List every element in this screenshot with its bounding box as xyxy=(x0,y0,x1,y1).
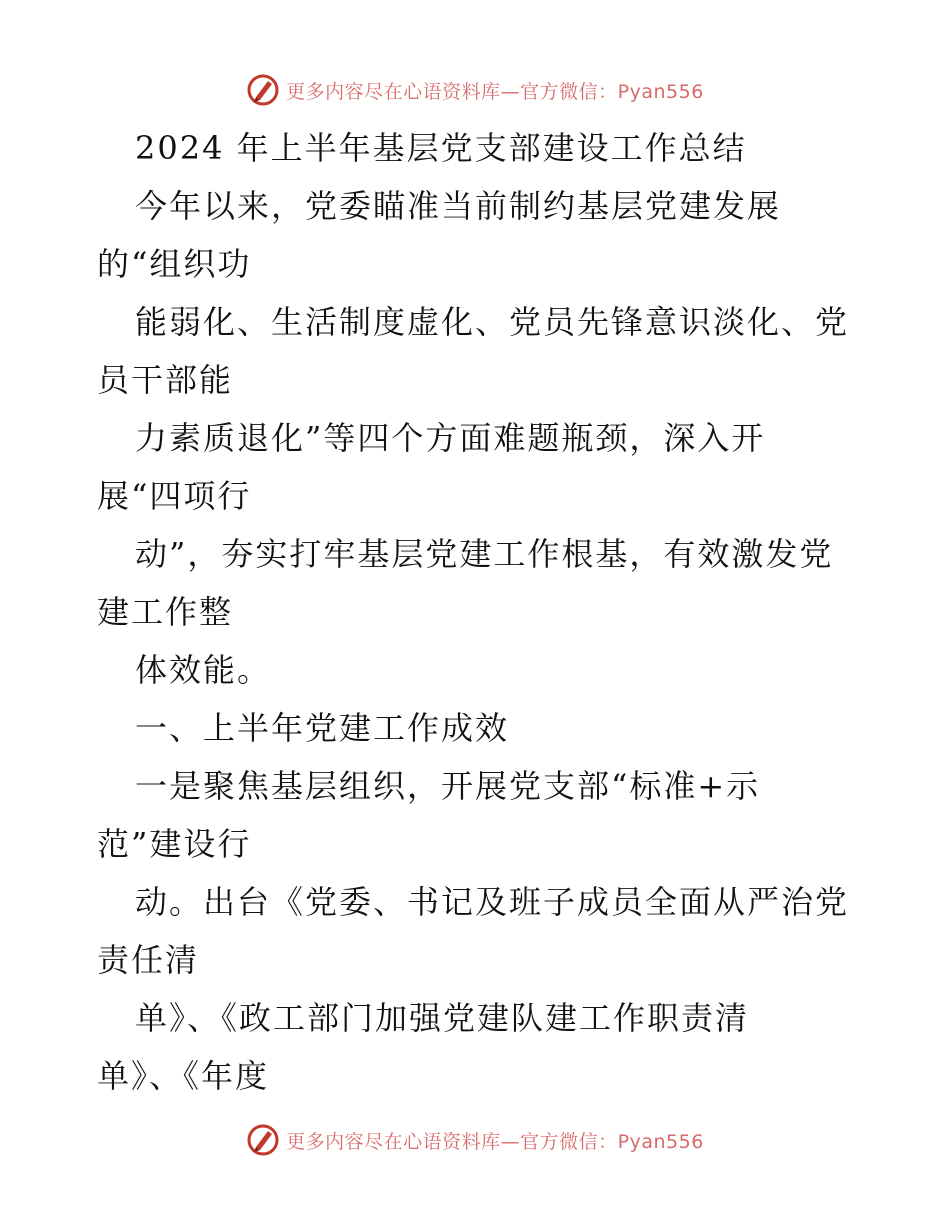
text-line: 动。出台《党委、书记及班子成员全面从严治党 xyxy=(135,883,850,921)
pen-logo-icon xyxy=(246,1123,280,1157)
text-line: 动”，夯实打牢基层党建工作根基，有效激发党 xyxy=(135,535,834,573)
text-line: 能弱化、生活制度虚化、党员先锋意识淡化、党 xyxy=(135,303,850,341)
text-line: 员干部能 xyxy=(97,361,234,399)
text-line: 今年以来，党委瞄准当前制约基层党建发展 xyxy=(135,187,782,225)
watermark-text: 更多内容尽在心语资料库—官方微信：Pyan556 xyxy=(286,80,704,103)
section-heading: 一、上半年党建工作成效 xyxy=(135,709,510,747)
document-title: 2024 年上半年基层党支部建设工作总结 xyxy=(135,129,747,167)
watermark-header xyxy=(0,70,950,110)
text-line: 单》、《政工部门加强党建队建工作职责清 xyxy=(135,999,750,1037)
text-line: 一是聚焦基层组织，开展党支部“标准+示 xyxy=(135,767,761,805)
text-line: 展“四项行 xyxy=(97,477,252,515)
text-line: 责任清 xyxy=(97,941,200,979)
text-line: 的“组织功 xyxy=(97,245,252,283)
watermark-text: 更多内容尽在心语资料库—官方微信：Pyan556 xyxy=(286,1130,704,1153)
text-line: 单》、《年度 xyxy=(97,1057,270,1095)
watermark-footer xyxy=(0,1120,950,1160)
pen-logo-icon xyxy=(246,73,280,107)
text-line: 体效能。 xyxy=(135,651,272,689)
text-line: 范”建设行 xyxy=(97,825,252,863)
text-line: 建工作整 xyxy=(97,593,234,631)
text-line: 力素质退化”等四个方面难题瓶颈，深入开 xyxy=(135,419,766,457)
